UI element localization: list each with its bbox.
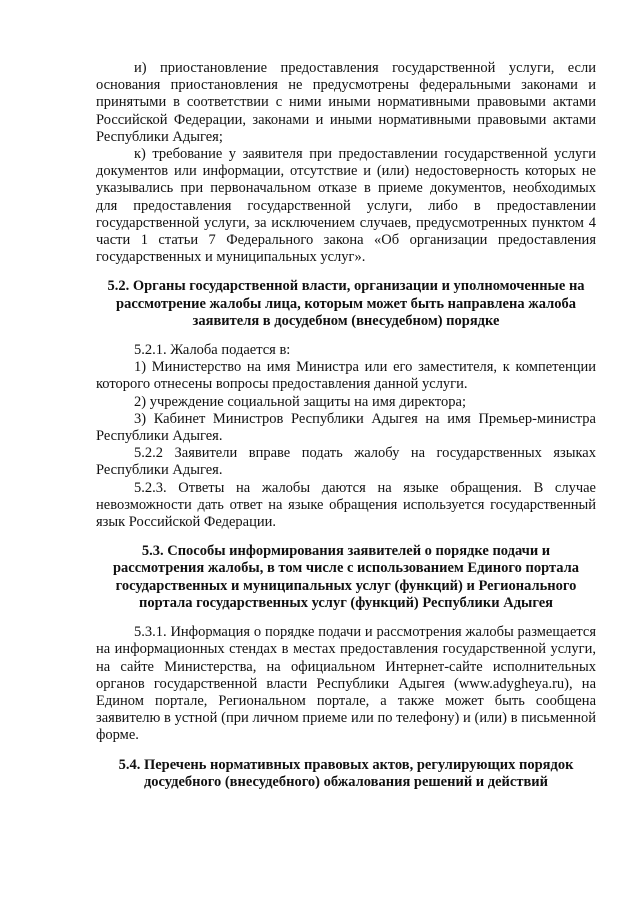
paragraph-5-2-1-item-3: 3) Кабинет Министров Республики Адыгея на имя Премьер-министра Республики Адыгея. bbox=[96, 410, 596, 445]
paragraph-5-2-1: 5.2.1. Жалоба подается в: bbox=[134, 342, 291, 359]
section-heading-5-4: 5.4. Перечень нормативных правовых актов, регулирующих порядок досудебного (внесудебного) обжалования решений и действий bbox=[118, 756, 574, 790]
paragraph-item-k: к) требование у заявителя при предоставлении государственной услуги документов или информации, отсутствие и (или) недостоверность которых не указывались при первоначальном отказе в приеме документов, необходимых для предоставления государственной услуги, либо в предоставлении государственной услуги, за исключением случаев, предусмотренных пунктом 4 части 1 статьи 7 Федерального закона «Об организации предоставления государственных и муниципальных услуг». bbox=[96, 146, 596, 266]
paragraph-5-2-3: 5.2.3. Ответы на жалобы даются на языке обращения. В случае невозможности дать ответ на языке обращения используется государственный язык Российской Федерации. bbox=[96, 479, 596, 531]
paragraph-5-2-2: 5.2.2 Заявители вправе подать жалобу на государственных языках Республики Адыгея. bbox=[96, 445, 596, 479]
paragraph-5-2-1-item-1: 1) Министерство на имя Министра или его заместителя, к компетенции которого отнесены вопросы предоставления данной услуги. bbox=[96, 359, 596, 393]
paragraph-5-3-1: 5.3.1. Информация о порядке подачи и рассмотрения жалобы размещается на информационных стендах в местах предоставления государственной услуги, на сайте Министерства, на официальном Интернет-сайте исполнительных органов государственной власти Республики Адыгея (www.adygheya.ru), на Едином портале, Региональном портале, а также может быть сообщена заявителю в устной (при личном приеме или по телефону) и (или) в письменной форме. bbox=[96, 624, 596, 744]
section-heading-5-2: 5.2. Органы государственной власти, организации и уполномоченные на рассмотрение жалобы лица, которым может быть направлена жалоба заявителя в досудебном (внесудебном) порядке bbox=[107, 278, 585, 329]
paragraph-item-i: и) приостановление предоставления государственной услуги, если основания приостановления не предусмотрены федеральными законами и принятыми в соответствии с ними иными нормативными правовыми актами Российской Федерации, законами и иными нормативными правовыми актами Республики Адыгея; bbox=[96, 60, 596, 145]
paragraph-5-2-1-item-2: 2) учреждение социальной защиты на имя директора; bbox=[134, 393, 466, 410]
section-heading-5-3: 5.3. Способы информирования заявителей о порядке подачи и рассмотрения жалобы, в том числе с использованием Единого портала государственных и муниципальных услуг (функций) и Регионального портала государственных услуг (функций) Республики Адыгея bbox=[112, 543, 580, 611]
